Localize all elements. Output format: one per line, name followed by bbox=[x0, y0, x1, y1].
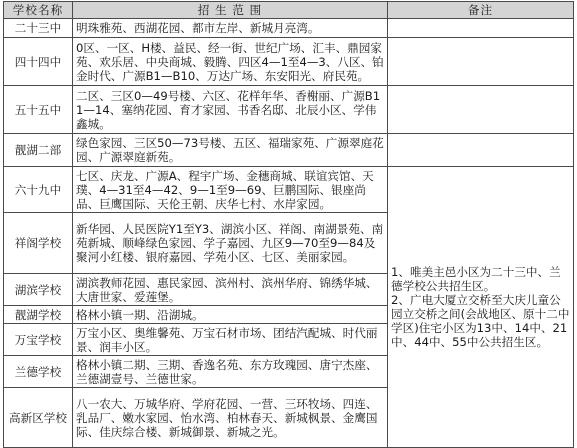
note-cell-empty bbox=[388, 38, 574, 86]
school-name: 高新区学校 bbox=[4, 388, 73, 448]
note-text: 1、唯美主邑小区为二十三中、兰德学校公共招生区。 2、广电大厦立交桥至大庆儿童公园立交桥之间(会战地区、原十二中学区)住宅小区为13中、14中、21中、44中、55中公共招生区。 bbox=[388, 167, 574, 448]
school-name: 靓湖二部 bbox=[4, 134, 73, 167]
note-cell-empty bbox=[388, 86, 574, 134]
enrollment-range: 0区、一区、H楼、益民、经一街、世纪广场、汇丰、鼎园家苑、欢乐居、中央商城、毅腾、四区4—1至4—3、八区、铂金时代、广源B1—B10、万达广场、东安阳光、府民苑。 bbox=[73, 38, 388, 86]
school-name: 靓湖学校 bbox=[4, 306, 73, 324]
table-header-row bbox=[4, 2, 574, 19]
school-name: 湖滨学校 bbox=[4, 274, 73, 306]
school-name: 五十五中 bbox=[4, 86, 73, 134]
header-range: 招 生 范 围 bbox=[73, 2, 388, 19]
enrollment-range: 湖滨教师花园、惠民家园、滨州村、滨州华府、锦绣华城、大唐世家、爱莲堡。 bbox=[73, 274, 388, 306]
enrollment-range: 绿色家园、三区50—73号楼、五区、福瑞家苑、广源翠庭花园、广源翠庭新苑。 bbox=[73, 134, 388, 167]
school-name: 四十四中 bbox=[4, 38, 73, 86]
enrollment-range: 格林小镇一期、沿湖城。 bbox=[73, 306, 388, 324]
enrollment-range: 七区、庆龙、广源A、程宇广场、金穗商城、联谊宾馆、天璞、4—31至4—42、9—1至9—69、巨鹏国际、银座尚品、巨鹰国际、天伦王朝、庆华七村、水岸家园。 bbox=[73, 167, 388, 213]
table-row bbox=[4, 86, 574, 134]
enrollment-range: 新华园、人民医院Y1至Y3、湖滨小区、祥阁、南湖景苑、南苑新城、顺峰绿色家园、学子嘉园、九区9—70至9—84及聚河小红楼、银府嘉园、学苑小区、七区、美丽家园。 bbox=[73, 213, 388, 274]
enrollment-range: 格林小镇二期、三期、香逸名苑、东方玫瑰园、唐宁杰座、兰德湖壹号、兰德世家。 bbox=[73, 356, 388, 388]
enrollment-range: 八一农大、万城华府、学府花园、一营、三环牧场、四连、乳品厂、嫩水家园、怡水湾、柏林春天、新城枫景、金鹰国际、佳庆综合楼、新城御景、新城之光。 bbox=[73, 388, 388, 448]
school-name: 兰德学校 bbox=[4, 356, 73, 388]
school-name: 二十三中 bbox=[4, 19, 73, 38]
school-name: 祥阁学校 bbox=[4, 213, 73, 274]
school-name: 万宝学校 bbox=[4, 324, 73, 356]
header-school: 学校名称 bbox=[4, 2, 73, 19]
note-cell-empty bbox=[388, 134, 574, 167]
table-row bbox=[4, 19, 574, 38]
table-row bbox=[4, 38, 574, 86]
table-row bbox=[4, 134, 574, 167]
enrollment-range: 二区、三区0—49号楼、六区、花样年华、香榭丽、广源B11—14、塞纳花园、育才家园、书香名邸、北辰小区、学伟鑫城。 bbox=[73, 86, 388, 134]
enrollment-range: 万宝小区、奥维馨苑、万宝石材市场、团结汽配城、时代丽景、润丰小区。 bbox=[73, 324, 388, 356]
note-cell-empty bbox=[388, 19, 574, 38]
school-district-table bbox=[3, 1, 574, 448]
enrollment-range: 明珠雅苑、西湖花园、都市左岸、新城月亮湾。 bbox=[73, 19, 388, 38]
school-name: 六十九中 bbox=[4, 167, 73, 213]
header-note: 备注 bbox=[388, 2, 574, 19]
table-row bbox=[4, 167, 574, 213]
